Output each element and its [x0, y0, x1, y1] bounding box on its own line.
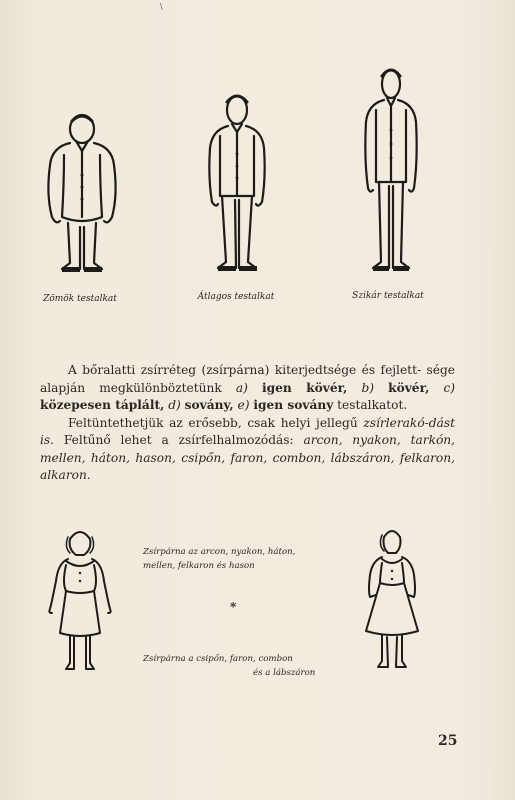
caption-slender: Szikár testalkat: [352, 291, 424, 301]
option-d-label: d): [168, 398, 181, 412]
option-c-label: c): [443, 380, 456, 395]
paragraph1-end: testalkatot.: [337, 398, 408, 412]
paragraph1-line1: A bőralatti zsírréteg (zsírpárna) kiterjedtsége és fejlett-: [68, 363, 422, 377]
female-figure-upper-fat-illustration: [44, 525, 116, 673]
option-b-text: kövér,: [388, 380, 430, 395]
paragraph2-locations: arcon, nyakon, tarkón, mellen, háton, hason, csipőn, faron, combon, lábszáron, felkaron, alkaron.: [40, 433, 456, 482]
paragraph2-start: Feltüntethetjük az erősebb, csak helyi jellegű: [68, 415, 358, 430]
page-number: 25: [438, 733, 458, 749]
female-figure-lower-fat-illustration: [362, 525, 422, 673]
upper-fat-note-line1: Zsírpárna az arcon, nyakon, háton,: [143, 547, 296, 557]
lower-fat-note-line2: és a lábszáron: [253, 668, 316, 678]
paragraph1-line2: sége alapján megkülönböztetünk: [40, 363, 456, 395]
option-d-text: sovány,: [184, 398, 234, 412]
paragraph-body-fat: [40, 362, 455, 485]
page-corner-mark: \: [160, 2, 163, 11]
option-e-text: igen sovány: [253, 398, 334, 412]
separator-star: *: [230, 600, 237, 614]
paragraph2-middle: Feltűnő lehet a zsírfelhalmozódás:: [63, 433, 294, 447]
average-figure-illustration: [204, 88, 270, 273]
upper-fat-note: [143, 545, 343, 573]
option-a-label: a): [235, 380, 248, 395]
caption-stocky: Zömök testalkat: [43, 294, 117, 304]
option-c-text: közepesen táplált,: [40, 398, 165, 412]
lower-fat-note-line1: Zsírpárna a csipőn, faron, combon: [143, 654, 293, 664]
lower-fat-note: [143, 652, 343, 680]
slender-figure-illustration: [360, 64, 422, 274]
option-b-label: b): [361, 380, 375, 395]
upper-fat-note-line2: mellen, felkaron és hason: [143, 561, 255, 571]
paragraph2-term: zsírlerakó-dást is.: [40, 415, 455, 447]
option-e-label: e): [237, 398, 250, 412]
stocky-figure-illustration: [42, 105, 122, 275]
option-a-text: igen kövér,: [261, 380, 348, 395]
caption-average: Átlagos testalkat: [197, 292, 275, 302]
